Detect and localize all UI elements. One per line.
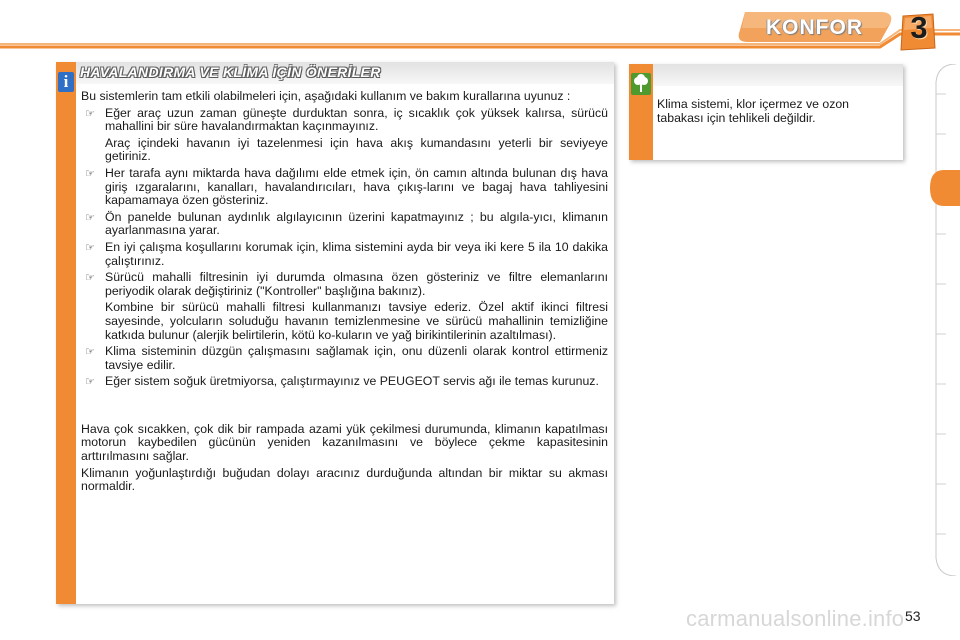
page-number: 53 [905,608,921,624]
pointing-hand-icon: ☞ [85,375,95,389]
list-item: ☞ Klima sisteminin düzgün çalışmasını sağlamak için, onu düzenli olarak kontrol ettirmeniz tavsiye edilir. [85,344,608,372]
section-heading: HAVALANDIRMA VE KLİMA İÇİN ÖNERİLER [80,64,381,80]
intro-text: Bu sistemlerin tam etkili olabilmeleri için, aşağıdaki kullanım ve bakım kurallarına uyunuz : [81,89,571,103]
condensation-paragraph: Klimanın yoğunlaştırdığı buğudan dolayı aracınız durduğunda altından bir miktar su akması normaldir. [81,465,608,494]
eco-leaf-icon [631,73,651,95]
list-item: ☞ En iyi çalışma koşullarını korumak için, klima sistemini ayda bir veya iki kere 5 ila 10 dakika çalıştırınız. [85,239,608,268]
list-item: ☞ Sürücü mahalli filtresinin iyi durumda olmasına özen gösteriniz ve filtre elemanlarını periyodik olarak değiştiriniz ("Kontroller" başlığına bakınız). [85,270,608,298]
pointing-hand-icon: ☞ [85,345,95,359]
list-item-extra: Araç içindeki havanın iyi tazelenmesi için hava akış kumandasını yeterli bir seviyeye getiriniz. [105,135,608,164]
info-icon: i [58,72,74,92]
watermark: carmanualsonline.info [686,606,905,631]
pointing-hand-icon: ☞ [85,166,95,180]
chapter-number: 3 [910,10,928,45]
pointing-hand-icon: ☞ [85,106,95,120]
panel-accent-stripe [56,62,76,604]
eco-note-text: Klima sistemi, klor içermez ve ozon tabakası için tehlikeli değildir. [657,97,850,125]
towing-paragraph: Hava çok sıcakken, çok dik bir rampada azami yük çekilmesi durumunda, klimanın kapatılması motorun kaybedilen gücünün yeniden kazanılmasını ve böylece çekme kapasitesinin arttırılmasını sağlar. [81,421,608,464]
pointing-hand-icon: ☞ [85,240,95,254]
list-item-extra: Kombine bir sürücü mahalli filtresi kullanmanızı tavsiye ederiz. Özel aktif ikinci filtresi sayesinde, yolcuların soluduğu havanın temizlenmesine ve sürücü mahallinin temizliğine katkıda bulunur (alerjik belirtilerin, kötü ko-kuların ve yağ birikintilerinin azaltılması). [105,300,608,342]
advice-panel [56,62,614,604]
list-item: ☞ Her tarafa aynı miktarda hava dağılımı elde etmek için, ön camın altında bulunan dış hava giriş ızgaralarını, kanalları, havalandırıcıları, hava çıkış-larını ve bagaj hava tahliyesini kapamamaya özen gösteriniz. [85,165,608,208]
eco-note-panel [629,64,903,160]
list-item: ☞ Eğer araç uzun zaman güneşte durduktan sonra, iç sıcaklık çok yüksek kalırsa, sürücü mahallini bir süre havalandırmaktan kaçınmayınız. [85,105,608,134]
chapter-tabs [926,64,960,576]
chapter-title: KONFOR [766,16,863,39]
pointing-hand-icon: ☞ [85,271,95,285]
pointing-hand-icon: ☞ [85,210,95,224]
list-item: ☞ Ön panelde bulunan aydınlık algılayıcının üzerini kapatmayınız ; bu algıla-yıcı, klimanın ayarlanmasına yarar. [85,209,608,238]
list-item: ☞ Eğer sistem soğuk üretmiyorsa, çalıştırmayınız ve PEUGEOT servis ağı ile temas kurunuz. [85,374,599,389]
page-header [0,0,960,56]
advice-content [81,90,608,497]
note-heading-bar [653,64,903,86]
